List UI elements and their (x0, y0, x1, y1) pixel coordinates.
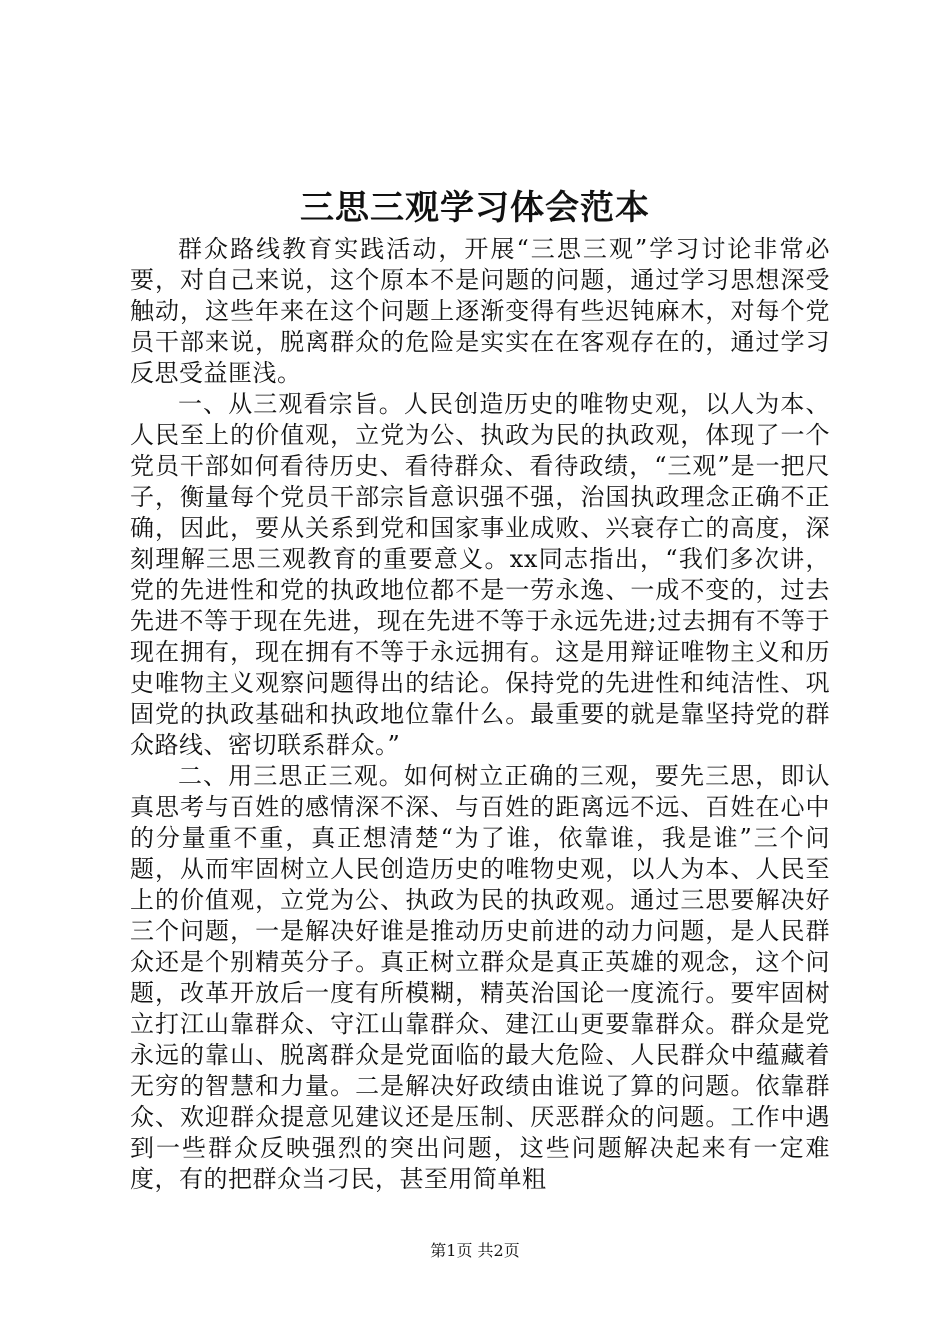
document-title: 三思三观学习体会范本 (300, 188, 650, 228)
page-footer (0, 1241, 950, 1261)
paragraph-section-2: 二、用三思正三观。如何树立正确的三观，要先三思，即认真思考与百姓的感情深不深、与百姓的距离远不远、百姓在心中的分量重不重，真正想清楚“为了谁，依靠谁，我是谁”三个问题，从而牢固树立人民创造历史的唯物史观，以人为本、人民至上的价值观，立党为公、执政为民的执政观。通过三思要解决好三个问题，一是解决好谁是推动历史前进的动力问题，是人民群众还是个别精英分子。真正树立群众是真正英雄的观念，这个问题，改革开放后一度有所模糊，精英治国论一度流行。要牢固树立打江山靠群众、守江山靠群众、建江山更要靠群众。群众是党永远的靠山、脱离群众是党面临的最大危险、人民群众中蕴藏着无穷的智慧和力量。二是解决好政绩由谁说了算的问题。依靠群众、欢迎群众提意见建议还是压制、厌恶群众的问题。工作中遇到一些群众反映强烈的突出问题，这些问题解决起来有一定难度，有的把群众当刁民，甚至用简单粗 (130, 762, 830, 1193)
page-indicator: 第1页 共2页 (430, 1241, 520, 1260)
paragraph-intro: 群众路线教育实践活动，开展“三思三观”学习讨论非常必要，对自己来说，这个原本不是问题的问题，通过学习思想深受触动，这些年来在这个问题上逐渐变得有些迟钝麻木，对每个党员干部来说，脱离群众的危险是实实在在客观存在的，通过学习反思受益匪浅。 (130, 235, 830, 387)
document-body (130, 234, 830, 1195)
paragraph-section-1: 一、从三观看宗旨。人民创造历史的唯物史观，以人为本、人民至上的价值观，立党为公、执政为民的执政观，体现了一个党员干部如何看待历史、看待群众、看待政绩，“三观”是一把尺子，衡量每个党员干部宗旨意识强不强，治国执政理念正确不正确，因此，要从关系到党和国家事业成败、兴衰存亡的高度，深刻理解三思三观教育的重要意义。xx同志指出，“我们多次讲，党的先进性和党的执政地位都不是一劳永逸、一成不变的，过去先进不等于现在先进，现在先进不等于永远先进;过去拥有不等于现在拥有，现在拥有不等于永远拥有。这是用辩证唯物主义和历史唯物主义观察问题得出的结论。保持党的先进性和纯洁性、巩固党的执政基础和执政地位靠什么。最重要的就是靠坚持党的群众路线、密切联系群众。” (130, 390, 830, 759)
